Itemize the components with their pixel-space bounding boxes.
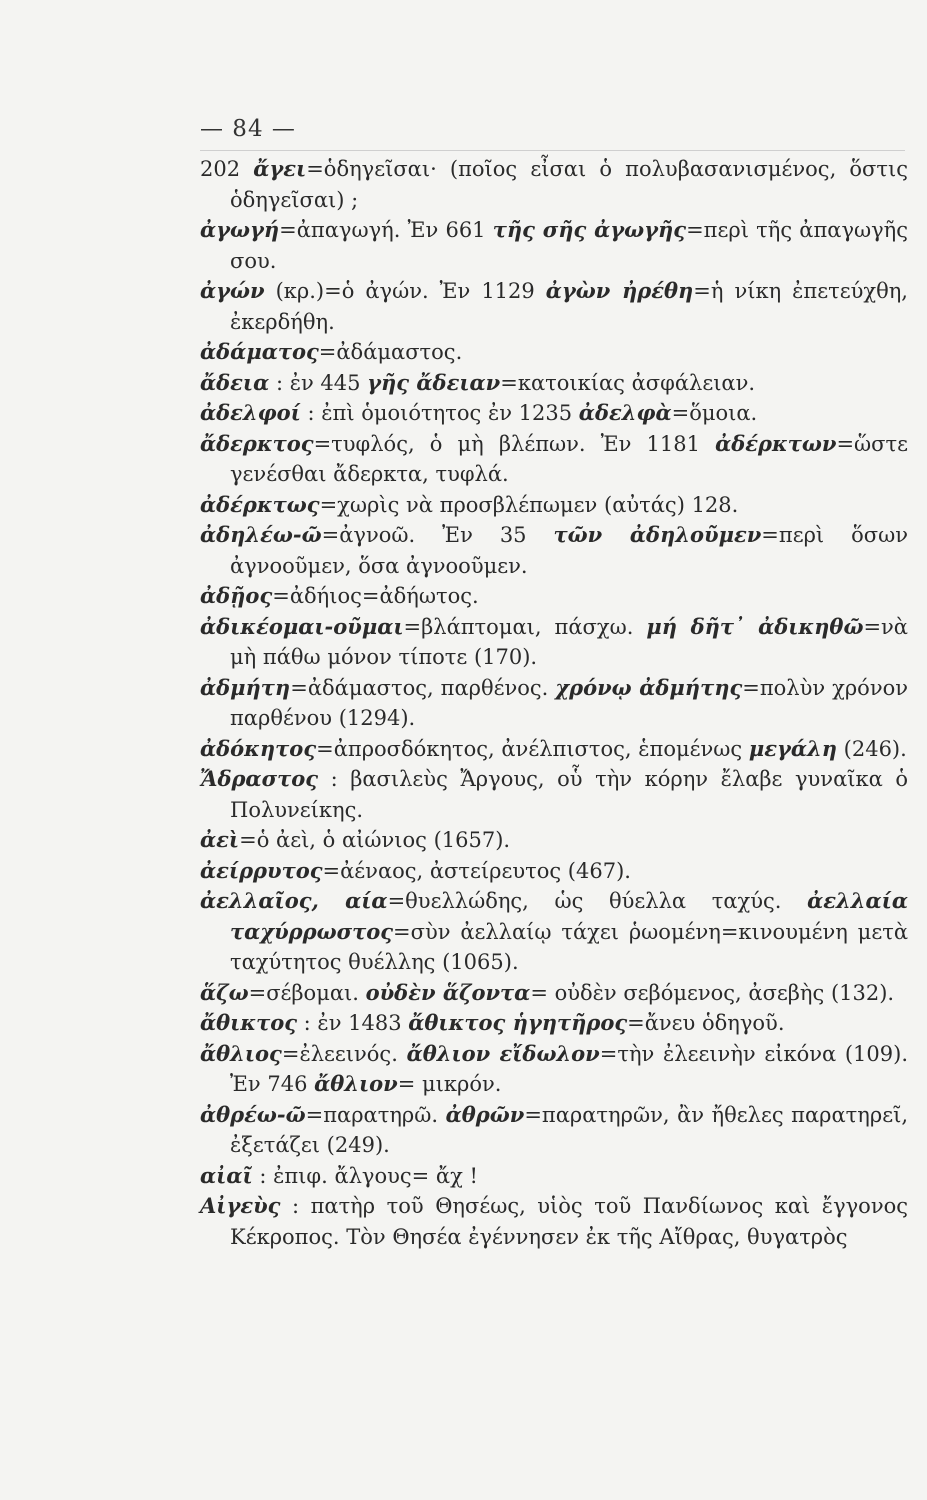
headword: ἀδέρκτως	[200, 491, 320, 517]
entry-text: =ὁδηγεῖσαι· (ποῖος εἶσαι ὁ πολυβασανισμένος, ὅστις ὁδηγεῖσαι) ;	[230, 157, 908, 212]
headword: Αἰγεὺς	[200, 1193, 281, 1218]
entry-text: =ἀέναος, ἀστείρευτος (467).	[322, 858, 631, 883]
headword: ἀελλαία ταχύρρωστος	[230, 888, 908, 944]
glossary-entry	[200, 764, 908, 825]
headword: τῶν ἀδηλοῦμεν	[553, 522, 762, 547]
glossary-entry	[200, 368, 908, 399]
headword: ἄθλιος	[200, 1040, 282, 1066]
headword: ἄδεια	[200, 369, 270, 395]
entry-text: =ἀπαγωγή. Ἐν 661	[279, 218, 493, 242]
entry-text: =περὶ ὅσων ἀγνοοῦμεν, ὅσα ἀγνοοῦμεν.	[230, 523, 909, 578]
entry-text: =χωρὶς νὰ προσβλέπωμεν (αὐτάς) 128.	[319, 492, 739, 517]
entry-text: 202	[200, 157, 254, 181]
entry-text: =ὁ ἀεὶ, ὁ αἰώνιος (1657).	[239, 828, 511, 852]
headword: Ἄδραστος	[200, 766, 319, 791]
headword: ἄθλιον	[314, 1071, 398, 1096]
glossary-entry	[200, 215, 908, 276]
entry-text: =νὰ μὴ πάθω μόνον τίποτε (170).	[230, 614, 908, 669]
headword: ἄθικτος ἡγητῆρος	[408, 1010, 628, 1035]
entry-text: =παρατηρῶν, ἂν ἤθελες παρατηρεῖ, ἐξετάζει (249).	[230, 1102, 909, 1157]
header-rule	[200, 150, 905, 151]
glossary-entry	[200, 1039, 908, 1100]
headword: μή δῆτ᾿ ἀδικηθῶ	[646, 613, 864, 639]
headword: ἀδάματος	[200, 339, 319, 364]
headword: ἀελλαῖος, αία	[200, 888, 388, 913]
entry-text: : βασιλεὺς Ἄργους, οὗ τὴν κόρην ἔλαβε γυναῖκα ὁ Πολυνείκης.	[230, 767, 908, 822]
glossary-entry	[200, 856, 908, 887]
entry-text: : ἐπὶ ὁμοιότητος ἐν 1235	[300, 401, 579, 425]
entry-text: (κρ.)=ὁ ἀγών. Ἐν 1129	[264, 279, 546, 303]
glossary-entry	[200, 429, 908, 490]
entry-text: = οὐδὲν σεβόμενος, ἀσεβὴς (132).	[530, 980, 895, 1005]
entry-text: =ὅμοια.	[671, 401, 758, 425]
entry-text: : ἐν 1483	[297, 1011, 409, 1035]
entry-text: =βλάπτομαι, πάσχω.	[403, 614, 647, 639]
entry-text: : ἐπιφ. ἄλγους= ἄχ !	[252, 1163, 478, 1188]
headword: ἀδελφοί	[200, 400, 301, 425]
headword: ἀεὶ	[200, 827, 240, 852]
headword: ἀγωγή	[200, 217, 280, 242]
glossary-entry	[200, 1100, 908, 1161]
headword: ἄγει	[253, 156, 307, 181]
glossary-entry	[200, 337, 908, 368]
entry-text: =κατοικίας ἀσφάλειαν.	[500, 370, 756, 395]
headword: ἀδικέομαι-οῦμαι	[200, 613, 404, 639]
headword: τῆς σῆς ἀγωγῆς	[492, 217, 687, 242]
entry-text: : ἐν 445	[269, 370, 368, 395]
headword: ἀδέρκτων	[715, 430, 837, 456]
glossary-entry	[200, 154, 908, 215]
entry-text: =πολὺν χρόνον παρθένου (1294).	[230, 675, 909, 730]
headword: ἀθρέω-ῶ	[200, 1101, 306, 1127]
entry-text: =ἀδάμαστος.	[318, 340, 463, 364]
entry-text: =τυφλός, ὁ μὴ βλέπων. Ἐν 1181	[313, 431, 716, 456]
entry-text: =ἀπροσδόκητος, ἀνέλπιστος, ἑπομένως	[316, 736, 749, 761]
entry-text: =ἄνευ ὁδηγοῦ.	[627, 1011, 785, 1035]
entry-text: =ἐλεεινός.	[281, 1041, 407, 1066]
entry-text: =ὥστε γενέσθαι ἄδερκτα, τυφλά.	[230, 431, 908, 486]
glossary-entry	[200, 581, 908, 612]
glossary-entry	[200, 886, 908, 978]
entry-text: =ἀδήιος=ἀδήωτος.	[272, 584, 479, 608]
headword: μεγάλη	[748, 735, 837, 761]
headword: ἀείρρυτος	[200, 857, 323, 883]
entry-text: =περὶ τῆς ἀπαγωγῆς σου.	[230, 218, 909, 273]
glossary-entry	[200, 612, 908, 673]
glossary-entries	[200, 154, 908, 1252]
glossary-entry	[200, 734, 908, 765]
entry-text: =παρατηρῶ.	[305, 1102, 446, 1127]
headword: ἄθλιον εἴδωλον	[406, 1040, 600, 1066]
headword: ἀγών	[200, 278, 265, 303]
entry-text: =ἀγνοῶ. Ἐν 35	[321, 523, 554, 547]
glossary-entry	[200, 1161, 908, 1192]
glossary-entry	[200, 1008, 908, 1039]
headword: χρόνῳ ἀδμήτης	[555, 674, 743, 700]
entry-text: =θυελλώδης, ὡς θύελλα ταχύς.	[387, 889, 808, 913]
headword: ἀδηλέω-ῶ	[200, 522, 322, 547]
headword: ἀγὼν ἠρέθη	[545, 278, 694, 303]
headword: γῆς ἄδειαν	[367, 369, 501, 395]
headword: ἀδόκητος	[200, 735, 317, 761]
glossary-entry	[200, 673, 908, 734]
headword: ἀδελφὰ	[578, 400, 672, 425]
glossary-entry	[200, 825, 908, 856]
headword: ἀθρῶν	[445, 1101, 525, 1127]
entry-text: : πατὴρ τοῦ Θησέως, υἱὸς τοῦ Πανδίωνος καὶ ἔγγονος Κέκροπος. Τὸν Θησέα ἐγέννησεν ἐκ τῆς Αἴθρας, θυγατρὸς	[230, 1194, 908, 1249]
glossary-entry	[200, 490, 908, 521]
entry-text: =τὴν ἐλεεινὴν εἰκόνα (109). Ἐν 746	[230, 1041, 908, 1096]
entry-text: =σὺν ἀελλαίῳ τάχει ῥωομένη=κινουμένη μετὰ ταχύτητος θυέλλης (1065).	[230, 919, 908, 974]
page-number: — 84 —	[200, 116, 296, 142]
headword: ἀδῇος	[200, 583, 273, 608]
headword: ἅζω	[200, 979, 249, 1005]
entry-text: =σέβομαι.	[248, 980, 366, 1005]
entry-text: =ἡ νίκη ἐπετεύχθη, ἐκερδήθη.	[230, 279, 908, 334]
entry-text: =ἀδάμαστος, παρθένος.	[290, 675, 556, 700]
glossary-entry	[200, 978, 908, 1009]
glossary-entry	[200, 276, 908, 337]
glossary-entry	[200, 520, 908, 581]
headword: αἰαῖ	[200, 1162, 253, 1188]
headword: ἄδερκτος	[200, 430, 314, 456]
entry-text: = μικρόν.	[397, 1072, 502, 1096]
headword: ἄθικτος	[200, 1010, 297, 1035]
headword: ἀδμήτη	[200, 674, 291, 700]
headword: οὐδὲν ἅζοντα	[365, 979, 531, 1005]
glossary-entry	[200, 398, 908, 429]
entry-text: (246).	[836, 736, 907, 761]
glossary-entry	[200, 1191, 908, 1252]
